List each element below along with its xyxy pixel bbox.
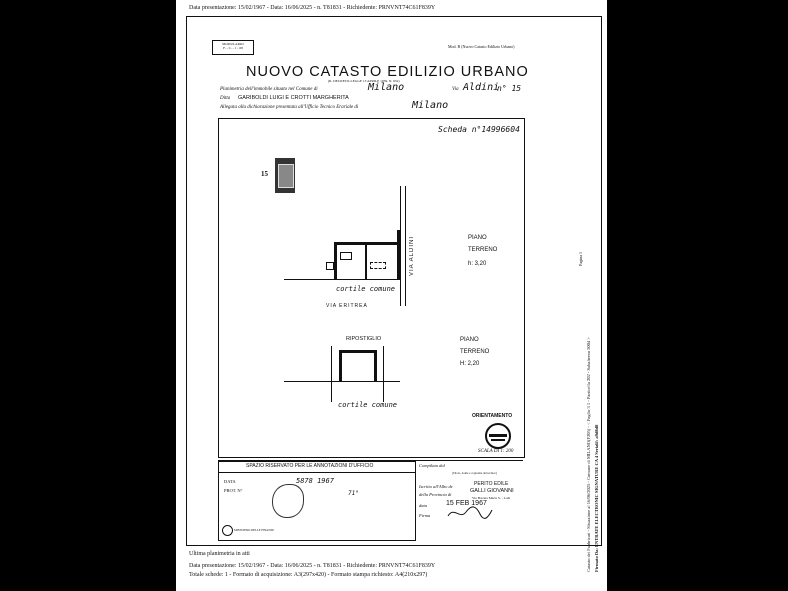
frame-left xyxy=(186,16,187,546)
document-page xyxy=(176,0,607,591)
frame-top xyxy=(186,16,602,17)
stamp-number: 15 xyxy=(261,170,268,178)
scala-label: SCALA DI 1: 200 xyxy=(478,449,514,454)
data-label: DATA xyxy=(224,479,236,484)
firma-label: Firma xyxy=(419,513,431,518)
iscritto-value: PERITO EDILE xyxy=(474,481,509,487)
cortile-comune-label-1: cortile comune xyxy=(336,285,396,293)
ufficio-value: Milano xyxy=(412,100,449,111)
orientamento-label: ORIENTAMENTO xyxy=(472,413,513,419)
frame-bottom xyxy=(186,545,602,546)
cortile-comune-label-2: cortile comune xyxy=(338,401,398,409)
form-code-line1: MODULARIO xyxy=(222,42,244,46)
document-subtitle: (R. DECRETO-LEGGE 13 APRILE 1939, N. 652) xyxy=(328,79,400,83)
ditta-label: Ditta xyxy=(220,96,231,101)
prot-label: PROT. N° xyxy=(224,488,243,493)
via-eritrea-label: VIA ERITREA xyxy=(326,303,368,309)
ripostiglio-label: RIPOSTIGLIO xyxy=(346,336,382,342)
piano-1-line3: h: 3,20 xyxy=(468,261,487,267)
compilata-hint: (Titolo, nome e cognome del tecnico) xyxy=(452,471,498,475)
piano-2-line2: TERRENO xyxy=(460,349,490,355)
form-code-box xyxy=(212,40,254,55)
scheda-number: Scheda n°14996604 xyxy=(438,125,520,134)
data2-label: data xyxy=(419,503,428,508)
ministry-seal-icon xyxy=(222,525,233,536)
side-text-2: Firmato Da: ENTRATE ELECTRONIC SIGNATURE CA 4 Serial#: a9d8d8 xyxy=(594,424,599,572)
allegata-label: Allegata alla dichiarazione presentata all'Ufficio Tecnico Erariale di xyxy=(220,105,359,110)
via-label: Via xyxy=(452,87,459,92)
footer-line-2: Totale schede: 1 - Formato di acquisizione: A3(297x420) - Formato stampa richiesto: A4(210x297) xyxy=(189,572,428,578)
side-text-1: Catasto dei Fabbricati - Situazione al 16/06/2025 - Comune di MILANO(F205) - < Foglio 3 1 - Particella 202 - Subalterno 5004 > xyxy=(586,337,591,572)
via-aldini-label: VIA ALDINI xyxy=(409,236,415,277)
provincia-label: della Provincia di xyxy=(419,492,452,497)
header-text: Data presentazione: 15/02/1967 - Data: 16/06/2025 - n. T81831 - Richiedente: PRNVNT74C61F839Y xyxy=(189,5,436,11)
prot-handwritten-2: 71° xyxy=(348,490,359,497)
handwritten-signature xyxy=(446,504,494,522)
prot-handwritten: 5878 1967 xyxy=(296,477,334,485)
provincia-value: GALLI GIOVANNI xyxy=(470,488,514,494)
ditta-value: GARIBOLDI LUIGI E CROTTI MARGHERITA xyxy=(238,95,349,101)
planimetria-label: Planimetria dell'immobile situato nel Comune di xyxy=(220,87,318,92)
footer-line-1: Data presentazione: 15/02/1967 - Data: 16/06/2025 - n. T81831 - Richiedente: PRNVNT74C61F839Y xyxy=(189,563,436,569)
compass-icon xyxy=(485,423,511,449)
data2-value: 15 FEB 1967 xyxy=(446,500,487,507)
comune-value: Milano xyxy=(368,82,405,93)
document-title: NUOVO CATASTO EDILIZIO URBANO xyxy=(246,64,529,80)
frame-right xyxy=(601,16,602,546)
side-text-page: Pagina 1 xyxy=(578,252,583,266)
address-small: Via Barona Maria S. - Lodi xyxy=(472,496,511,500)
iscritto-label: Iscritto all'Albo de xyxy=(419,484,453,489)
piano-1-line1: PIANO xyxy=(468,235,487,241)
ultima-planimetria: Ultima planimetria in atti xyxy=(189,551,250,557)
ministry-label: MINISTERO DELLE FINANZE xyxy=(234,528,275,532)
stamp-image xyxy=(275,158,295,193)
piano-2-line3: H: 2,20 xyxy=(460,361,480,367)
compilata-label: Compilata dal xyxy=(419,463,445,468)
piano-2-line1: PIANO xyxy=(460,337,479,343)
signature-loop xyxy=(272,484,304,518)
form-code-line2: F. - C. - 1 - 68 xyxy=(223,46,243,50)
mod-label: Mod. B (Nuovo Catasto Edilizio Urbano) xyxy=(448,44,515,49)
piano-1-line2: TERRENO xyxy=(468,247,498,253)
via-value: Aldini xyxy=(463,82,500,93)
civico-value: n° 15 xyxy=(497,84,522,93)
spazio-riservato-label: SPAZIO RISERVATO PER LE ANNOTAZIONI D'UFFICIO xyxy=(246,463,374,469)
